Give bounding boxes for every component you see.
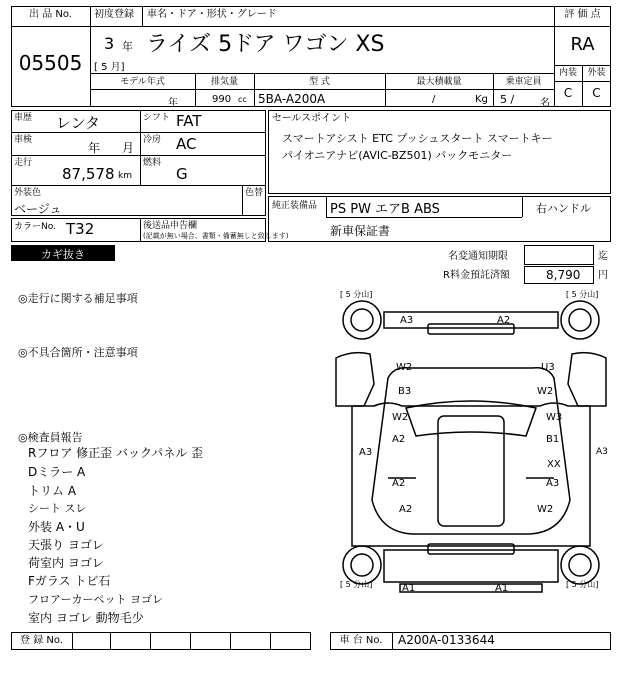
ac-label: 冷房 bbox=[143, 135, 162, 145]
chassis-number: A200A-0133644 bbox=[398, 633, 495, 647]
exterior-grade-label: 外装 bbox=[587, 68, 606, 78]
rating-score: RA bbox=[570, 34, 595, 55]
damage-code: B3 bbox=[398, 386, 412, 397]
damage-code: A2 bbox=[399, 504, 413, 515]
max-load-label: 最大積載量 bbox=[416, 77, 462, 87]
tire-tread-rear-left: [ 5 分山] bbox=[340, 290, 373, 299]
inspection-month: 月 bbox=[122, 141, 135, 155]
registration-number-label: 登 録 No. bbox=[20, 635, 63, 646]
shipping-label: 後送品申告欄 bbox=[143, 221, 198, 231]
mileage-value: 87,578 bbox=[62, 165, 115, 183]
damage-code: A3 bbox=[400, 315, 414, 326]
ac-value: AC bbox=[176, 135, 197, 153]
inspector-note: 荷室内 ヨゴレ bbox=[28, 556, 104, 570]
displacement-value: 990 bbox=[212, 94, 232, 105]
lot-label: 出 品 No. bbox=[29, 9, 72, 20]
color-number-label: カラーNo. bbox=[14, 222, 56, 232]
fuel-label: 燃料 bbox=[143, 158, 162, 168]
inspector-note: 室内 ヨゴレ 動物毛少 bbox=[28, 611, 144, 625]
tire-tread-front-left: [ 5 分山] bbox=[340, 580, 373, 589]
model-year-unit: 年 bbox=[168, 98, 178, 109]
lot-number: 05505 bbox=[18, 51, 83, 75]
history-value: レンタ bbox=[56, 114, 101, 132]
damage-code: U3 bbox=[541, 362, 555, 373]
max-load-unit: Kg bbox=[475, 94, 488, 105]
model-year-label: モデル年式 bbox=[120, 77, 165, 87]
color-label: 外装色 bbox=[14, 188, 42, 198]
damage-code: W3 bbox=[546, 412, 563, 423]
tire-tread-rear-right: [ 5 分山] bbox=[566, 290, 599, 299]
damage-code: A2 bbox=[392, 434, 406, 445]
shift-value: FAT bbox=[176, 112, 202, 130]
interior-grade: C bbox=[563, 86, 573, 100]
steering-side: 右ハンドル bbox=[536, 202, 591, 215]
first-registration-month: [ 5 月] bbox=[94, 62, 125, 73]
capacity-unit: 名 bbox=[540, 98, 550, 109]
damage-code: A1 bbox=[402, 583, 416, 594]
damage-code: XX bbox=[547, 459, 561, 470]
interior-grade-label: 内装 bbox=[558, 68, 577, 78]
color-value: ベージュ bbox=[14, 202, 62, 216]
inspector-note: Dミラー A bbox=[28, 465, 86, 479]
shift-label: シフト bbox=[143, 113, 171, 123]
inspector-note: Fガラス トビ石 bbox=[28, 574, 111, 588]
vehicle-damage-diagram bbox=[330, 288, 612, 628]
inspector-note: Rフロア 修正歪 バックパネル 歪 bbox=[28, 446, 204, 460]
inspection-label: 車検 bbox=[14, 135, 33, 145]
displacement-unit: cc bbox=[238, 95, 247, 104]
damage-code: B1 bbox=[546, 434, 560, 445]
type-label: 型 式 bbox=[309, 77, 330, 87]
first-registration-label: 初度登録 bbox=[94, 9, 134, 20]
inspector-note: トリム A bbox=[28, 484, 77, 498]
recycle-fee-unit: 円 bbox=[598, 270, 608, 281]
first-registration-year: 3 bbox=[104, 34, 115, 53]
inspection-year: 年 bbox=[88, 141, 101, 155]
damage-code: W2 bbox=[396, 362, 413, 373]
recycle-fee-amount: 8,790 bbox=[546, 268, 581, 282]
equipment-items: PS PW エアB ABS bbox=[330, 202, 440, 217]
name-change-deadline-label: 名変通知期限 bbox=[448, 251, 508, 262]
exterior-grade: C bbox=[592, 86, 601, 100]
year-unit: 年 bbox=[122, 40, 133, 53]
key-removed-badge bbox=[11, 245, 115, 261]
fuel-value: G bbox=[176, 165, 188, 183]
mileage-unit: km bbox=[118, 171, 132, 181]
sales-points-label: セールスポイント bbox=[272, 113, 352, 124]
inspector-note: 天張り ヨゴレ bbox=[28, 538, 104, 552]
damage-code: W2 bbox=[537, 504, 554, 515]
inspector-report-label: ◎検査員報告 bbox=[18, 431, 83, 444]
damage-code: W2 bbox=[537, 386, 554, 397]
rating-label: 評 価 点 bbox=[564, 9, 601, 20]
color-change-label: 色替 bbox=[245, 188, 264, 198]
history-label: 車歴 bbox=[14, 113, 33, 123]
inspector-note: シート スレ bbox=[28, 502, 87, 515]
damage-code: A3 bbox=[546, 478, 560, 489]
sales-points-line-1: スマートアシスト ETC プッシュスタート スマートキー bbox=[282, 132, 553, 145]
shipping-note: (記載が無い場合、書類・備蓄無しと致します) bbox=[143, 232, 289, 240]
damage-code: A2 bbox=[497, 315, 511, 326]
car-name: ライズ 5ドア ワゴン XS bbox=[146, 32, 385, 57]
car-name-label: 車名・ドア・形状・グレード bbox=[147, 9, 277, 20]
inspector-note: 外装 A・U bbox=[28, 520, 85, 534]
sales-points-line-2: パイオニアナビ(AVIC-BZ501) バックモニター bbox=[282, 149, 513, 162]
capacity-value: 5 / bbox=[500, 93, 515, 106]
name-change-deadline-unit: 迄 bbox=[598, 251, 608, 262]
model-type: 5BA-A200A bbox=[258, 92, 326, 106]
chassis-number-label: 車 台 No. bbox=[339, 635, 383, 646]
damage-code: A3 bbox=[359, 447, 373, 458]
key-removed-text: カギ抜き bbox=[41, 248, 85, 261]
defects-remarks-label: ◎不具合箇所・注意事項 bbox=[18, 346, 138, 359]
capacity-label: 乗車定員 bbox=[505, 77, 542, 87]
damage-code: A3 bbox=[596, 447, 608, 457]
color-number: T32 bbox=[66, 220, 95, 238]
equipment-label: 純正装備品 bbox=[272, 201, 318, 211]
warranty-book: 新車保証書 bbox=[330, 224, 391, 238]
max-load-separator: / bbox=[432, 94, 436, 105]
damage-code: W2 bbox=[392, 412, 409, 423]
inspector-note: フロアーカーペット ヨゴレ bbox=[28, 593, 163, 606]
damage-code: A2 bbox=[392, 478, 406, 489]
name-change-deadline-box bbox=[524, 245, 594, 265]
damage-code: A1 bbox=[495, 583, 509, 594]
tire-tread-front-right: [ 5 分山] bbox=[566, 580, 599, 589]
driving-remarks-label: ◎走行に関する補足事項 bbox=[18, 292, 138, 305]
displacement-label: 排気量 bbox=[210, 77, 238, 87]
mileage-label: 走行 bbox=[14, 158, 33, 168]
recycle-fee-label: R料金預託済額 bbox=[443, 270, 510, 281]
